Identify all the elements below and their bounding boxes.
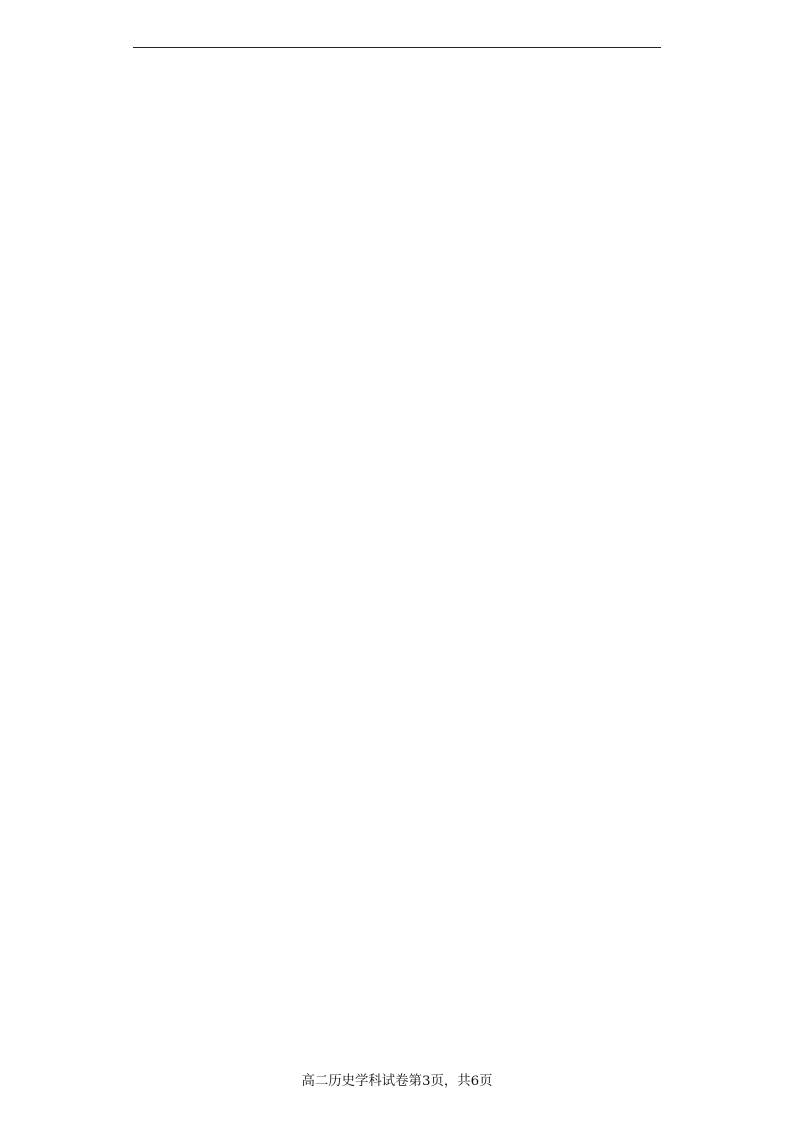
header-rule xyxy=(133,47,661,48)
page-footer: 高二历史学科试卷第3页，共6页 xyxy=(301,1074,493,1089)
